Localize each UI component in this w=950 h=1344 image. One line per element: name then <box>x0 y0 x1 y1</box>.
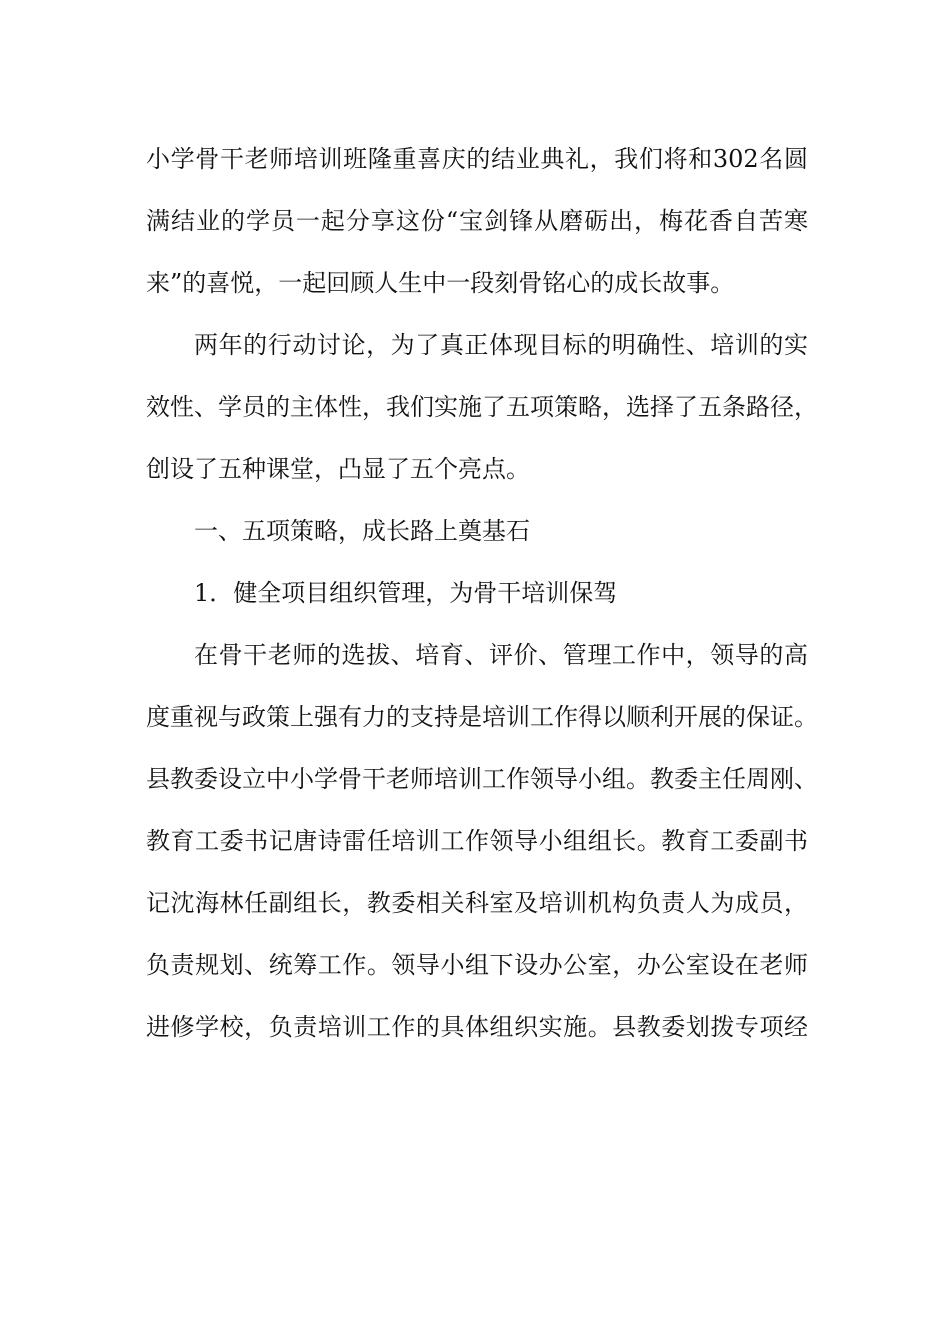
text-line: 小学骨干老师培训班隆重喜庆的结业典礼，我们将和302名圆 <box>146 145 808 173</box>
text-line: 记沈海林任副组长，教委相关科室及培训机构负责人为成员， <box>146 889 808 917</box>
section-heading: 一、五项策略，成长路上奠基石 <box>194 517 530 545</box>
subsection-heading: 1．健全项目组织管理，为骨干培训保驾 <box>194 579 618 607</box>
text-line: 来”的喜悦，一起回顾人生中一段刻骨铭心的成长故事。 <box>146 269 735 297</box>
document-body <box>146 128 818 1058</box>
text-line: 度重视与政策上强有力的支持是培训工作得以顺利开展的保证。 <box>146 703 818 731</box>
text-line: 县教委设立中小学骨干老师培训工作领导小组。教委主任周刚、 <box>146 765 818 793</box>
text-line: 教育工委书记唐诗雷任培训工作领导小组组长。教育工委副书 <box>146 827 808 855</box>
paragraph-first-line: 在骨干老师的选拔、培育、评价、管理工作中，领导的高 <box>194 641 808 669</box>
text-line: 创设了五种课堂，凸显了五个亮点。 <box>146 455 530 483</box>
text-line: 效性、学员的主体性，我们实施了五项策略，选择了五条路径， <box>146 393 818 421</box>
text-line: 负责规划、统筹工作。领导小组下设办公室，办公室设在老师 <box>146 951 808 979</box>
paragraph-first-line: 两年的行动讨论，为了真正体现目标的明确性、培训的实 <box>194 331 808 359</box>
text-line: 进修学校，负责培训工作的具体组织实施。县教委划拨专项经 <box>146 1013 808 1041</box>
text-line: 满结业的学员一起分享这份“宝剑锋从磨砺出，梅花香自苦寒 <box>146 207 808 235</box>
